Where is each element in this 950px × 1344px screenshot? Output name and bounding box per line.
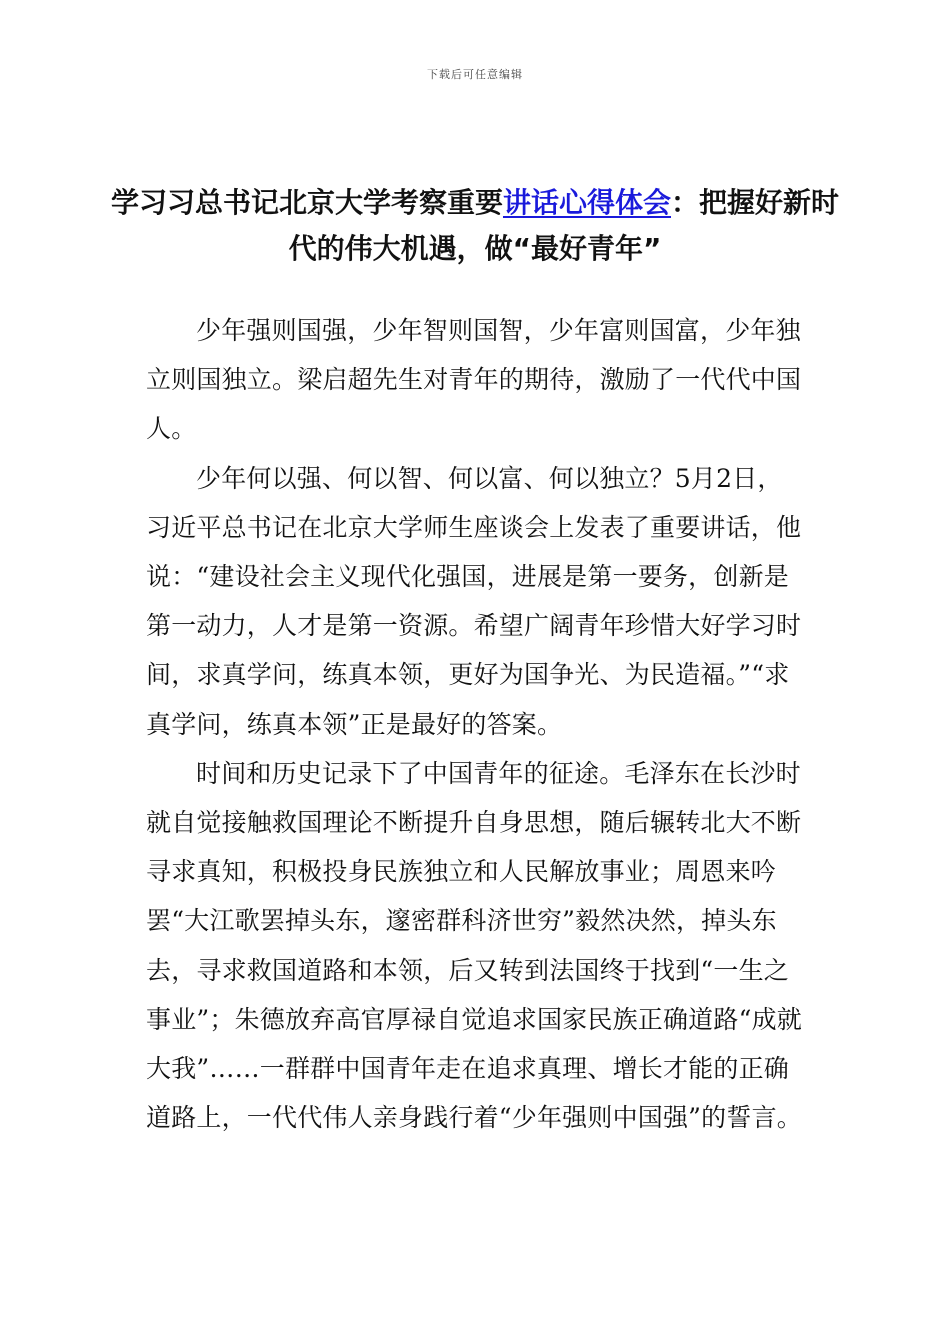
- header-note: 下载后可任意编辑: [427, 68, 523, 81]
- paragraph-1: 少年强则国强，少年智则国智，少年富则国富，少年独立则国独立。梁启超先生对青年的期待，激励了一代代中国人。: [146, 316, 802, 444]
- document-title: [110, 180, 840, 272]
- title-prefix: 学习习总书记北京大学考察重要: [110, 186, 503, 219]
- paragraph-3: 时间和历史记录下了中国青年的征途。毛泽东在长沙时就自觉接触救国理论不断提升自身思想，随后辗转北大不断寻求真知，积极投身民族独立和人民解放事业；周恩来吟罢“大江歌罢掉头东，邃密群科济世穷”毅然决然，掉头东去，寻求救国道路和本领，后又转到法国终于找到“一生之事业”；朱德放弃高官厚禄自觉追求国家民族正确道路“成就大我”……一群群中国青年走在追求真理、增长才能的正确道路上，一代代伟人亲身践行着“少年强则中国强”的誓言。: [146, 758, 802, 1133]
- document-body: [146, 306, 806, 1142]
- title-suffix: ：把握好新时代的伟大机遇，做“最好青年”: [288, 186, 840, 265]
- paragraph-2: 少年何以强、何以智、何以富、何以独立？5月2日，习近平总书记在北京大学师生座谈会上发表了重要讲话，他说：“建设社会主义现代化强国，进展是第一要务，创新是第一动力，人才是第一资源。希望广阔青年珍惜大好学习时间，求真学问，练真本领，更好为国争光、为民造福。”“求真学问，练真本领”正是最好的答案。: [146, 463, 802, 739]
- title-link[interactable]: 讲话心得体会: [502, 186, 671, 219]
